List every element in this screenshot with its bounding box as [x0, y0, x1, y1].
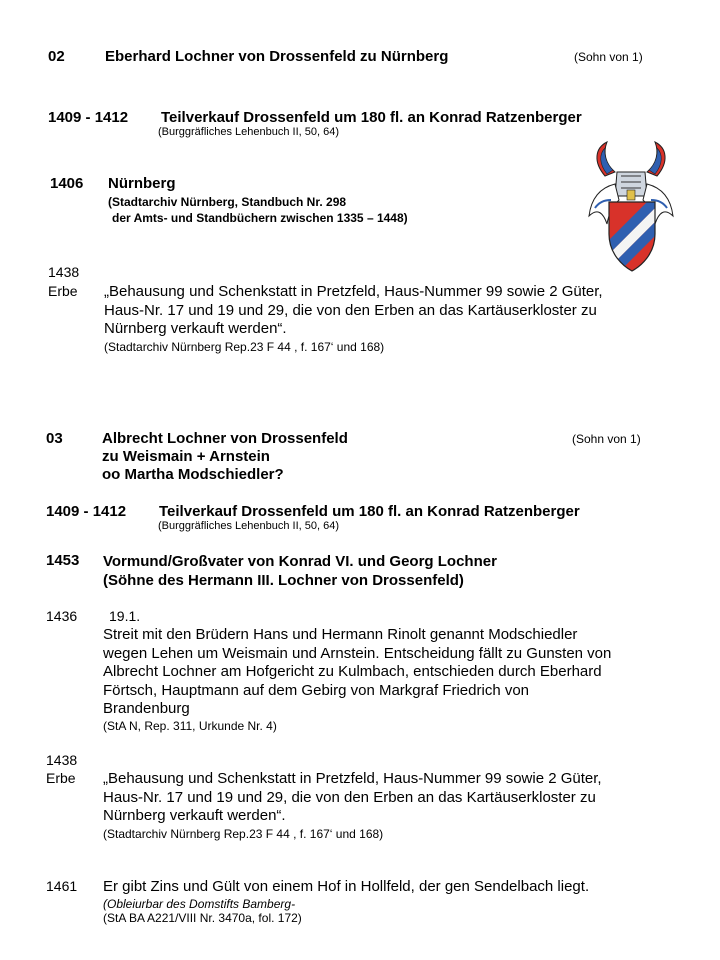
s03-entry3-line5: Brandenburg: [103, 700, 190, 717]
s02-entry2-source-line1: (Stadtarchiv Nürnberg, Standbuch Nr. 298: [108, 195, 347, 209]
section-03-name-line1: Albrecht Lochner von Drossenfeld: [102, 430, 348, 447]
s03-entry3-source: (StA N, Rep. 311, Urkunde Nr. 4): [103, 718, 277, 733]
section-03-name: [102, 430, 348, 484]
s02-entry3-line1: „Behausung und Schenkstatt in Pretzfeld, Haus-Nummer 99 sowie 2 Güter,: [104, 283, 603, 300]
s03-entry2-date: 1453: [46, 552, 80, 569]
section-02-name: Eberhard Lochner von Drossenfeld zu Nürnberg: [105, 48, 449, 65]
s03-entry4-paragraph: [103, 770, 602, 841]
s02-entry3-source: (Stadtarchiv Nürnberg Rep.23 F 44 , f. 167‘ und 168): [104, 339, 385, 354]
s02-entry2-text: Nürnberg: [108, 175, 176, 192]
s03-entry1-source: (Burggräfliches Lehenbuch II, 50, 64): [158, 520, 340, 532]
section-02-relation: (Sohn von 1): [574, 50, 643, 64]
coat-of-arms-image: [585, 138, 677, 274]
section-03-name-line2: zu Weismain + Arnstein: [102, 448, 270, 465]
s03-entry5-paragraph: [103, 878, 589, 925]
s03-entry4-line3: Nürnberg verkauft werden“.: [103, 807, 286, 824]
s03-entry4-date: 1438: [46, 752, 78, 768]
s02-entry1-date: 1409 - 1412: [48, 109, 129, 126]
s02-entry3-line2: Haus-Nr. 17 und 19 und 29, die von den Erben an das Kartäuserkloster zu: [104, 301, 597, 319]
s03-entry2-line1: Vormund/Großvater von Konrad VI. und Georg Lochner: [103, 553, 497, 570]
s03-entry4-source: (Stadtarchiv Nürnberg Rep.23 F 44 , f. 167‘ und 168): [103, 826, 384, 841]
s03-entry3-paragraph: [103, 626, 611, 733]
s03-entry5-date: 1461: [46, 878, 78, 894]
s03-entry3-line2: wegen Lehen um Weismain und Arnstein. Entscheidung fällt zu Gunsten von: [103, 644, 612, 662]
s02-entry3-paragraph: [104, 283, 603, 354]
s02-entry2-date: 1406: [50, 175, 84, 192]
s03-entry1-date: 1409 - 1412: [46, 503, 127, 520]
section-03-relation: (Sohn von 1): [572, 432, 641, 446]
s03-entry4-line1: „Behausung und Schenkstatt in Pretzfeld, Haus-Nummer 99 sowie 2 Güter,: [103, 770, 602, 787]
section-03-name-line3: oo Martha Modschiedler?: [102, 466, 284, 483]
s03-entry3-line4: Förtsch, Hauptmann auf dem Gebirg von Markgraf Friedrich von: [103, 681, 530, 699]
section-02-number: 02: [48, 48, 65, 65]
s03-entry1-text: Teilverkauf Drossenfeld um 180 fl. an Konrad Ratzenberger: [159, 503, 580, 520]
s03-entry5-line1: Er gibt Zins und Gült von einem Hof in Hollfeld, der gen Sendelbach liegt.: [103, 878, 590, 895]
s03-entry3-day: 19.1.: [109, 608, 141, 624]
s03-entry5-source-line1: (Obleiurbar des Domstifts Bamberg-: [103, 896, 296, 911]
s02-entry2-source-line2: der Amts- und Standbüchern zwischen 1335 – 1448): [112, 211, 408, 225]
s03-entry3-line1: Streit mit den Brüdern Hans und Hermann Rinolt genannt Modschiedler: [103, 626, 578, 643]
s02-entry3-line3: Nürnberg verkauft werden“.: [104, 320, 287, 337]
s03-entry2-text: [103, 552, 497, 590]
s03-entry2-line2: (Söhne des Hermann III. Lochner von Drossenfeld): [103, 572, 464, 589]
s02-entry1-source: (Burggräfliches Lehenbuch II, 50, 64): [158, 126, 340, 138]
s03-entry4-line2: Haus-Nr. 17 und 19 und 29, die von den Erben an das Kartäuserkloster zu: [103, 788, 596, 806]
s03-entry5-source-line2: (StA BA A221/VIII Nr. 3470a, fol. 172): [103, 910, 302, 925]
s02-entry3-label: Erbe: [48, 283, 78, 299]
s03-entry3-date: 1436: [46, 608, 78, 624]
s02-entry1-text: Teilverkauf Drossenfeld um 180 fl. an Konrad Ratzenberger: [161, 109, 582, 126]
s03-entry3-line3: Albrecht Lochner am Hofgericht zu Kulmbach, entschieden durch Eberhard: [103, 663, 602, 680]
s03-entry4-label: Erbe: [46, 770, 76, 786]
section-03-number: 03: [46, 430, 63, 447]
s02-entry3-date: 1438: [48, 264, 80, 280]
